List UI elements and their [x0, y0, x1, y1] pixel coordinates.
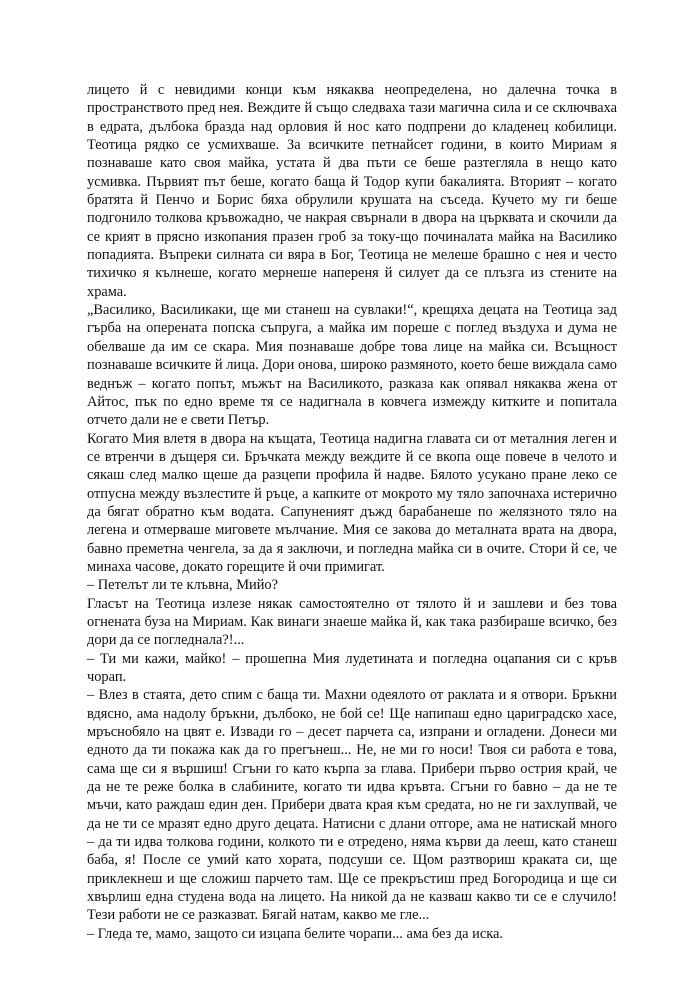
- paragraph-8: – Гледа те, мамо, защото си изцапа белите чорапи... ама без да иска.: [87, 925, 503, 942]
- paragraph-4: – Петелът ли те клъвна, Мийо?: [87, 577, 278, 594]
- paragraph-2: „Василико, Василикаки, ще ми станеш на сувлаки!“, крещяха децата на Теотица зад гърба на оперената попска съпруга, а майка им пореше с поглед въздуха и дума не обелваше да им се скара. Мия познаваше добре това лице на майка си. Всъщност познаваше всичките й лица. Дори онова, широко размяното, което беше виждала само веднъж – когато попът, мъжът на Василикото, разказа как опявал някаква жена от Айтос, пък по едно време тя се надигнала в ковчега измежду китките и попитала отчето дали не е свети Петър.: [87, 302, 617, 429]
- body-text: [87, 81, 617, 943]
- paragraph-7: – Влез в стаята, дето спим с баща ти. Махни одеялото от раклата и я отвори. Бръкни вдясно, ама надолу бръкни, дълбоко, не бой се! Ще напипаш едно цариградско хасе, мръснобяло на цвят е. Извади го – десет парчета са, изпрани и огладени. Донеси ми едното да ти покажа как да го прегънеш... Не, не ми го носи! Твоя си работа е това, сама ще си я вършиш! Сгъни го като кърпа за глава. Прибери първо острия край, че да не те реже болка в слабините, когато ти идва кръвта. Сгъни го бавно – да не те мъчи, като раждаш един ден. Прибери двата края към средата, но не ги захлупвай, че да не ти се мразят едно друго децата. Натисни с длани отгоре, ама не натискай много – да ти идва толкова години, колкото ти е отредено, няма кърви да лееш, като станеш баба, я! После се умий като хората, подсуши се. Щом разтвориш краката си, ще приклекнеш и ще сложиш парчето там. Ще се прекръстиш пред Богородица и ще си хвърлиш една студена вода на лицето. На никой да не казваш какво ти се е случило! Тези работи не се разказват. Бягай натам, какво ме гле...: [87, 687, 617, 924]
- paragraph-1: лицето й с невидими конци към някаква неопределена, но далечна точка в пространството пред нея. Веждите й също следваха тази магична сила и се сключваха в едрата, дълбока бразда над орловия й нос като подпрени до кладенец кобилици. Теотица рядко се усмихваше. За всичките петнайсет години, в които Мириам я познаваше като своя майка, устата й два пъти се беше разтегляла в нещо като усмивка. Първият път беше, когато баща й Тодор купи бакалията. Вторият – когато братята й Пенчо и Борис бяха обрулили крушата на съседа. Кучето му ги беше подгонило толкова кръвожадно, че накрая свърнали в двора на църквата и скочили да се крият в прясно изкопания празен гроб за току-що починалата майка на Василико попадията. Въпреки силната си вяра в Бог, Теотица не мелеше брашно с нея и често тихичко я кълнеше, когато мернеше напереня й силует да се плъзга из стените на храма.: [87, 82, 617, 300]
- paragraph-6: – Ти ми кажи, майко! – прошепна Мия лудетината и погледна оцапания си с кръв чорап.: [87, 650, 617, 685]
- paragraph-3: Когато Мия влетя в двора на къщата, Теотица надигна главата си от металния леген и се втренчи в дъщеря си. Бръчката между веждите й се вкопа още повече в челото и сякаш след малко щеше да разцепи профила й надве. Бялото усукано пране леко се отпусна между възлестите й ръце, а капките от мокрото му тяло започнаха истерично да бягат обратно към водата. Сапуненият дъжд барабанеше по желязното тяло на легена и отмерваше миговете мълчание. Мия се закова до металната врата на двора, бавно преметна ченгела, за да я заключи, и погледна майка си в очите. Стори й се, че минаха часове, докато горещите й очи примигат.: [87, 430, 617, 575]
- paragraph-5: Гласът на Теотица излезе някак самостоятелно от тялото й и зашлеви и без това огнената буза на Мириам. Как винаги знаеше майка й, как така разбираше всичко, без дори да се погледнала?!...: [87, 595, 617, 649]
